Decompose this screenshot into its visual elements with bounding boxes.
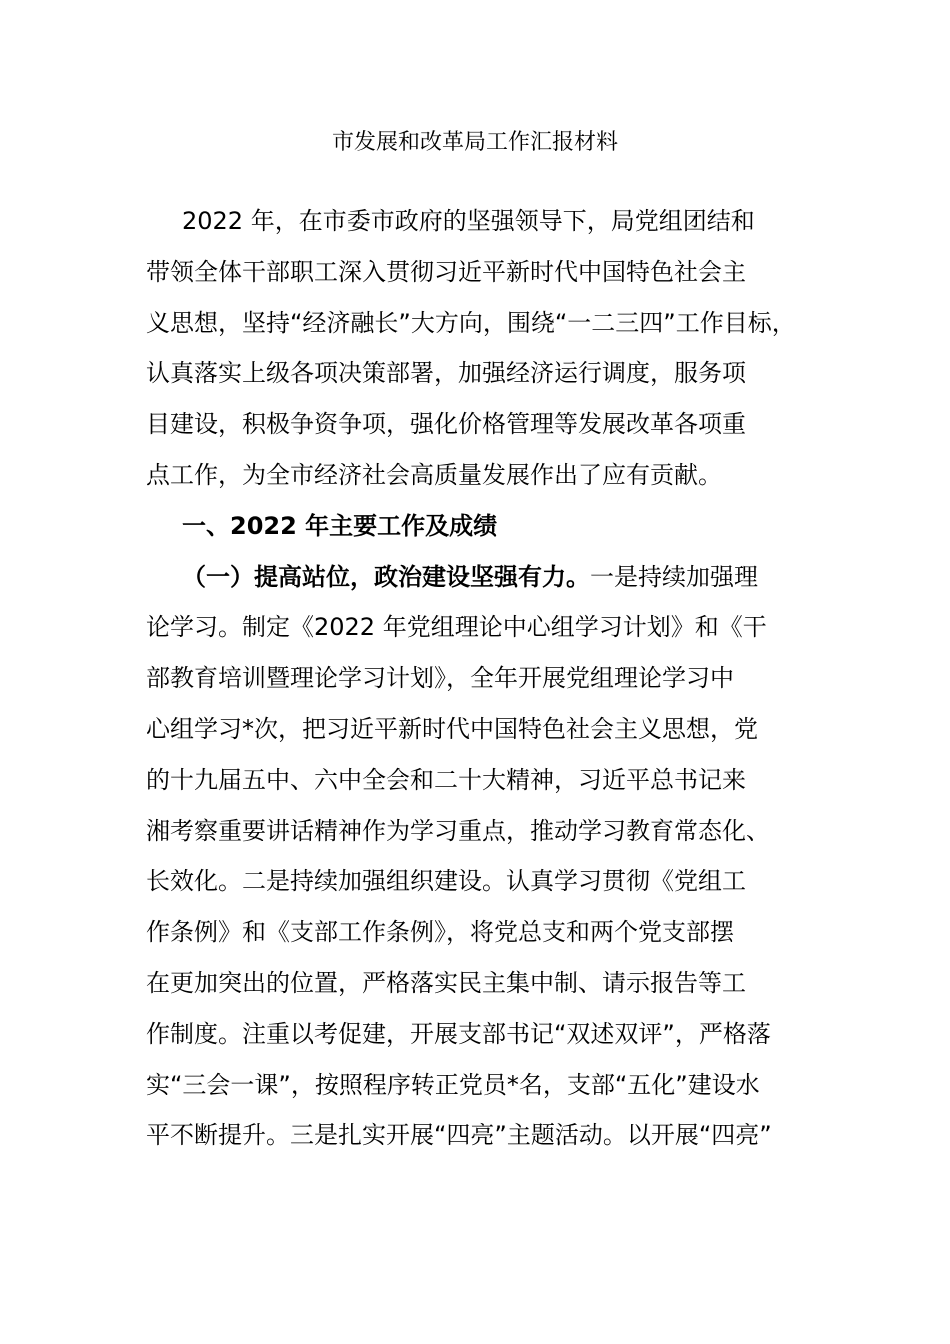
body-line: 部教育培训暨理论学习计划》，全年开展党组理论学习中 [146, 664, 734, 693]
subsection-heading: （一）提高站位，政治建设坚强有力。 [182, 562, 590, 591]
body-line: 长效化。二是持续加强组织建设。认真学习贯彻《党组工 [146, 867, 746, 896]
intro-line: 目建设，积极争资争项，强化价格管理等发展改革各项重 [146, 410, 746, 439]
subsection-text: 一是持续加强理 [590, 562, 758, 591]
body-line: 作条例》和《支部工作条例》，将党总支和两个党支部摆 [146, 918, 734, 947]
body-line: 论学习。制定《2022 年党组理论中心组学习计划》和《干 [146, 613, 767, 642]
intro-line: 点工作，为全市经济社会高质量发展作出了应有贡献。 [146, 460, 722, 489]
body-line: 湘考察重要讲话精神作为学习重点，推动学习教育常态化、 [146, 816, 770, 845]
section-heading: 一、2022 年主要工作及成绩 [182, 511, 498, 540]
body-line: 在更加突出的位置，严格落实民主集中制、请示报告等工 [146, 968, 746, 997]
intro-line: 义思想，坚持“经济融长”大方向，围绕“一二三四”工作目标， [146, 308, 796, 337]
body-line: 实“三会一课”，按照程序转正党员*名，支部“五化”建设水 [146, 1070, 760, 1099]
intro-line: 认真落实上级各项决策部署，加强经济运行调度，服务项 [146, 359, 746, 388]
body-line: 平不断提升。三是扎实开展“四亮”主题活动。以开展“四亮” [146, 1121, 772, 1150]
body-line: 作制度。注重以考促建，开展支部书记“双述双评”，严格落 [146, 1019, 771, 1048]
intro-line: 带领全体干部职工深入贯彻习近平新时代中国特色社会主 [146, 257, 746, 286]
document-body [146, 196, 826, 1161]
intro-line: 2022 年，在市委市政府的坚强领导下，局党组团结和 [182, 207, 755, 235]
subsection-line [146, 552, 826, 603]
body-line: 的十九届五中、六中全会和二十大精神，习近平总书记来 [146, 765, 746, 794]
document-title: 市发展和改革局工作汇报材料 [331, 130, 618, 155]
body-line: 心组学习*次，把习近平新时代中国特色社会主义思想，党 [146, 714, 758, 743]
